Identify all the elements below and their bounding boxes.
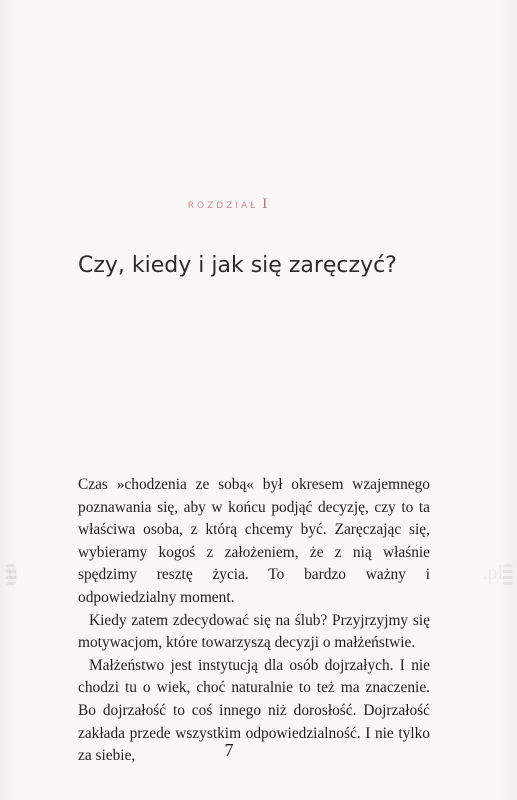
lighthouse-icon [6,564,16,586]
paragraph-1: Czas »chodzenia ze sobą« był okresem wzajemnego poznawania się, aby w końcu podjąć decyzję, czy to ta właściwa osoba, z którą chcemy być. Zaręczając się, wybieramy kogoś z założeniem, że z nią właśnie spędzimy resztę życia. To bardzo ważny i odpowiedzialny moment. [78,476,430,606]
watermark-left-text: u [8,562,18,584]
chapter-label-text: ROZDZIAŁ [187,201,259,211]
chapter-title: Czy, kiedy i jak się zaręczyć? [78,253,397,278]
paragraph-2: Kiedy zatem zdecydować się na ślub? Przyjrzyjmy się motywacjom, które towarzyszą decyzji o małżeństwie. [78,611,430,652]
body-text [78,474,430,768]
chapter-label [0,196,455,213]
chapter-numeral: I [262,196,268,212]
watermark-right-text: .pl [482,562,503,584]
page-number: 7 [224,740,234,760]
paragraph-3: Małżeństwo jest instytucją dla osób dojrzałych. I nie chodzi tu o wiek, choć naturalnie to też ma znaczenie. Bo dojrzałość to coś innego niż dorosłość. Dojrzałość zakłada przede wszystkim odpowiedzialność. I nie tylko za siebie, [78,656,430,765]
lighthouse-icon [503,564,513,586]
